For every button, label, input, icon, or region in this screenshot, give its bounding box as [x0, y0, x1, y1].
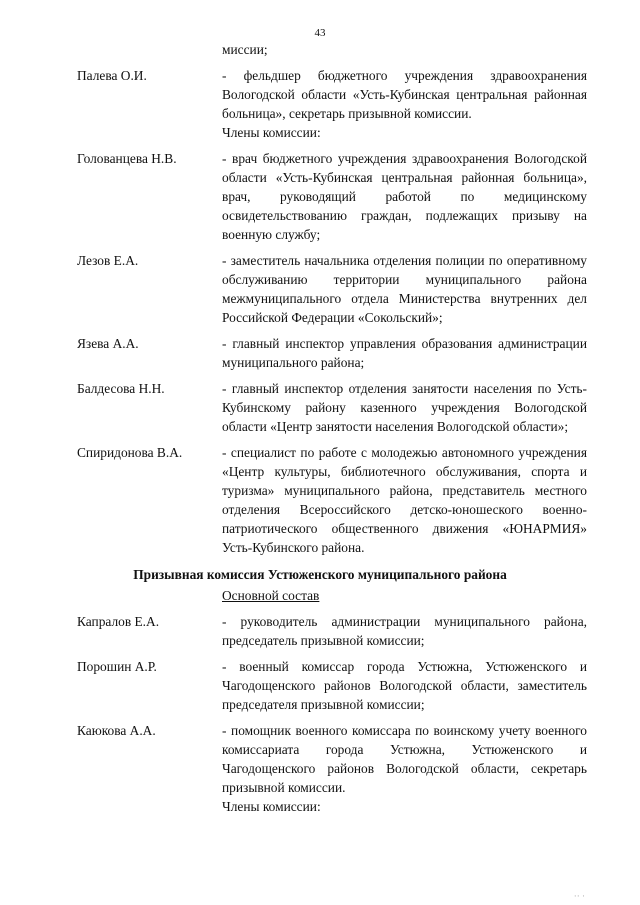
- corner-mark: ·· ·: [573, 891, 585, 901]
- member-role: - фельдшер бюджетного учреждения здравоохранения Вологодской области «Усть-Кубинская центральная районная больница», секретарь призывной комиссии.: [222, 68, 587, 121]
- member-name: Спиридонова В.А.: [77, 445, 183, 460]
- member-role: - заместитель начальника отделения полиции по оперативному обслуживанию территории муниципального района межмуниципального отдела Министерства внутренних дел Российской Федерации «Сокольский»;: [222, 253, 587, 325]
- document-body-2: [77, 586, 587, 816]
- member-role: - специалист по работе с молодежью автономного учреждения «Центр культуры, библиотечного обслуживания, спорта и туризма» муниципального района, представитель местного отделения Всероссийского детско-юношеского военно-патриотического общественного движения «ЮНАРМИЯ» Усть-Кубинского района.: [222, 445, 587, 555]
- member-entry: [77, 149, 587, 244]
- commission-list-part2: [77, 605, 587, 797]
- member-name: Каюкова А.А.: [77, 723, 156, 738]
- member-entry: [77, 251, 587, 327]
- member-name: Порошин А.Р.: [77, 659, 157, 674]
- section-title: Призывная комиссия Устюженского муниципального района: [133, 567, 507, 582]
- member-name: Палева О.И.: [77, 68, 147, 83]
- member-role: - руководитель администрации муниципального района, председатель призывной комиссии;: [222, 614, 587, 648]
- member-entry: [77, 721, 587, 797]
- member-entry: [77, 443, 587, 557]
- member-name: Балдесова Н.Н.: [77, 381, 165, 396]
- member-role: - главный инспектор отделения занятости населения по Усть-Кубинскому району казенного учреждения Вологодской области «Центр занятости населения Вологодской области»;: [222, 381, 587, 434]
- commission-list-part1: [77, 59, 587, 557]
- member-entry: [77, 123, 587, 142]
- member-name: Лезов Е.А.: [77, 253, 139, 268]
- member-entry: [77, 379, 587, 436]
- member-name: Голованцева Н.В.: [77, 151, 177, 166]
- member-role: - главный инспектор управления образования администрации муниципального района;: [222, 336, 587, 370]
- member-entry: [77, 66, 587, 123]
- member-entry: [77, 334, 587, 372]
- page-number: 43: [314, 27, 326, 39]
- member-name: Капралов Е.А.: [77, 614, 160, 629]
- members-label: Члены комиссии:: [222, 799, 321, 814]
- member-name: Язева А.А.: [77, 336, 139, 351]
- section-subtitle: Основной состав: [222, 588, 320, 603]
- continuation-text: миссии;: [222, 42, 268, 57]
- member-role: Члены комиссии:: [222, 125, 321, 140]
- member-role: - помощник военного комиссара по воинскому учету военного комиссариата города Устюжна, Устюженского и Чагодощенского районов Вологодской области, секретарь призывной комиссии.: [222, 723, 587, 795]
- member-role: - военный комиссар города Устюжна, Устюженского и Чагодощенского районов Вологодской области, заместитель председателя призывной комиссии;: [222, 659, 587, 712]
- member-role: - врач бюджетного учреждения здравоохранения Вологодской области «Усть-Кубинская центральная районная больница», врач, руководящий работой по медицинскому освидетельствованию граждан, подлежащих призыву на военную службу;: [222, 151, 587, 242]
- member-name: [77, 123, 222, 142]
- member-entry: [77, 612, 587, 650]
- document-body: [77, 40, 587, 557]
- member-entry: [77, 657, 587, 714]
